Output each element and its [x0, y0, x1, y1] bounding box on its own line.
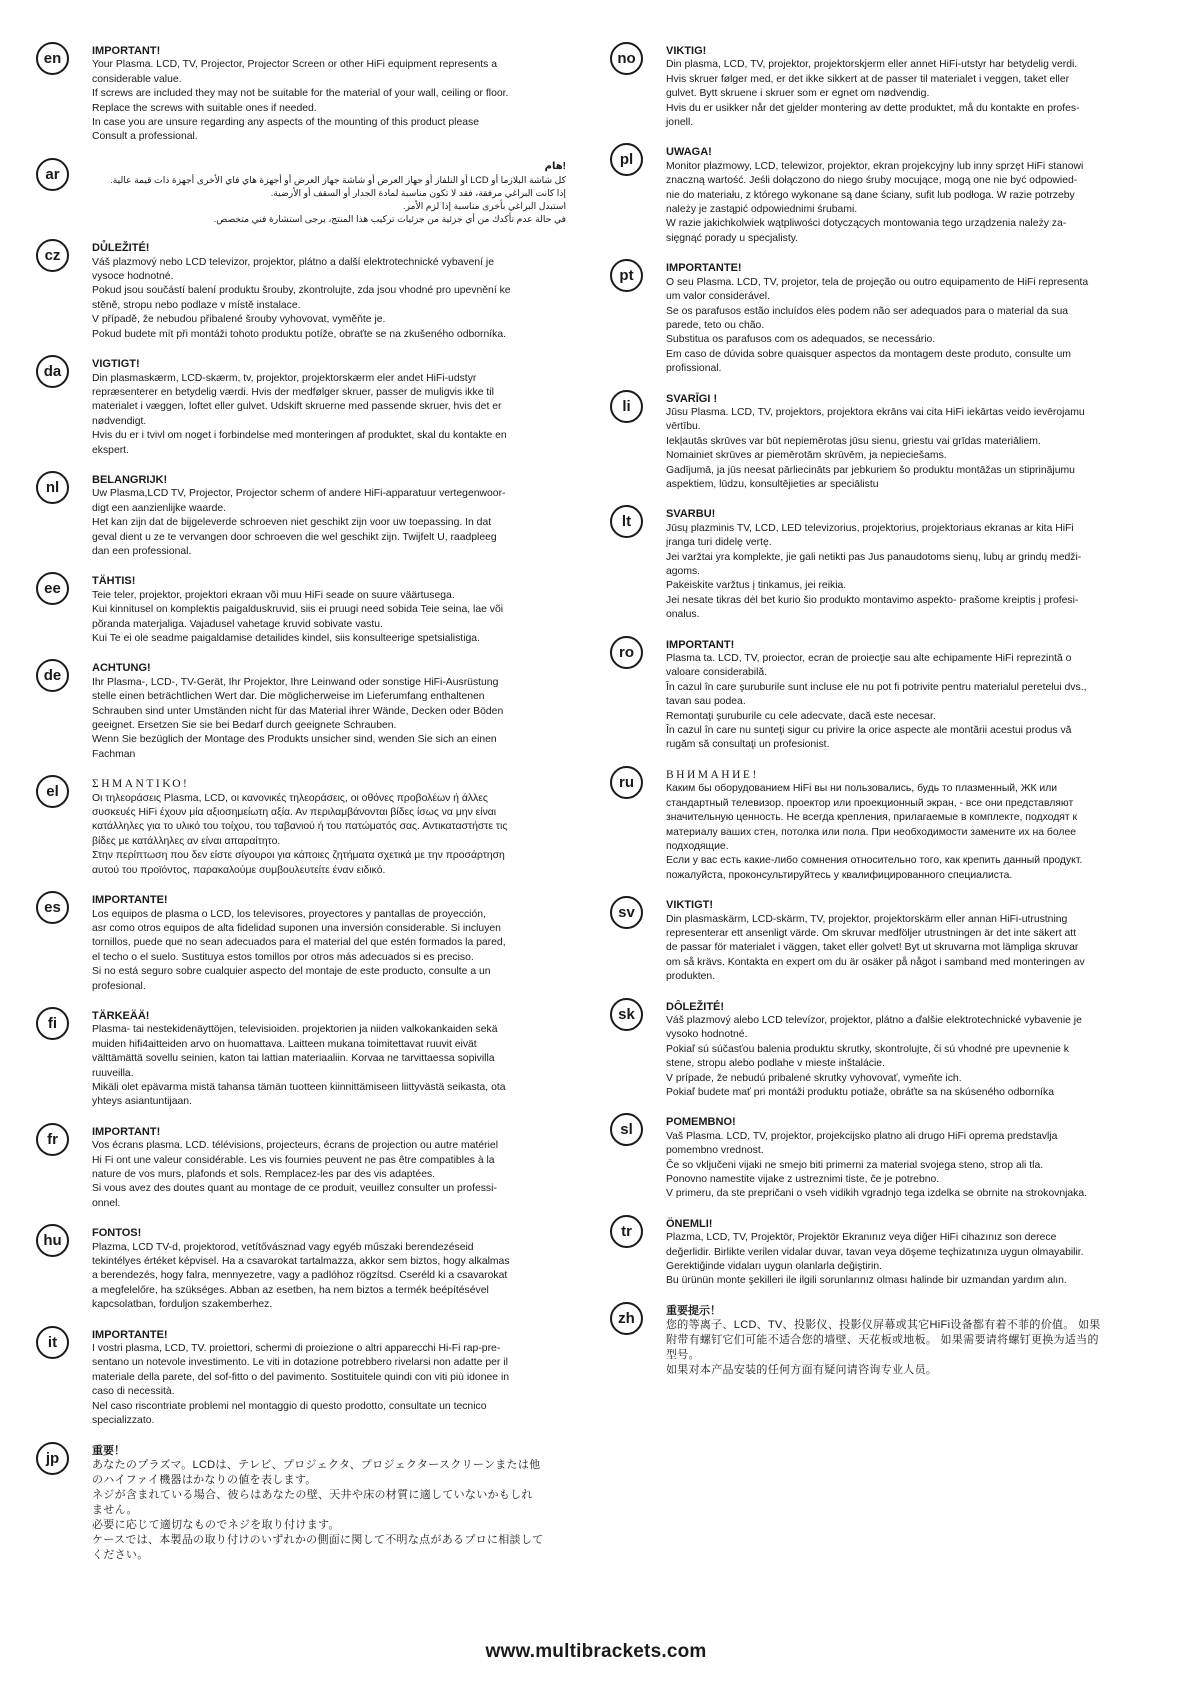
warning-section-ru — [610, 768, 1158, 883]
section-title: VIGTIGT! — [92, 358, 140, 371]
section-text-line: Ihr Plasma-, LCD-, TV-Gerät, Ihr Projektor, Ihre Leinwand oder sonstige HiFi-Ausrüstung — [92, 676, 499, 688]
section-text-line: Gadījumā, ja jūs neesat pārliecināts par jebkuriem šo produktu montāžas un stiprinājumu — [666, 464, 1075, 476]
section-title: ÖNEMLI! — [666, 1217, 713, 1230]
warning-section-hu — [36, 1226, 566, 1312]
warning-section-fr — [36, 1125, 566, 1211]
section-text-line: ください。 — [92, 1548, 149, 1561]
section-text-line: Kui Te ei ole seadme paigaldamise detailides kindel, siis konsulteerige spetsialistiga. — [92, 633, 480, 644]
warning-section-pl — [610, 145, 1158, 246]
language-badge-es: es — [36, 891, 69, 924]
section-text-line: tavan sau podea. — [666, 696, 746, 708]
warning-section-cz — [36, 241, 566, 342]
section-text-line: V případě, že nebudou přibalené šrouby vyhovovat, vyměňte je. — [92, 314, 386, 326]
section-text-line: Hi Fi ont une valeur considérable. Les vis fournies peuvent ne pas être compatibles à la — [92, 1154, 495, 1166]
section-text-line: Hvis du er i tvivl om noget i forbindelse med monteringen af produktet, skal du kontakte en — [92, 430, 507, 442]
language-badge-en: en — [36, 42, 69, 75]
section-text-line: vysoko hodnotné. — [666, 1029, 748, 1041]
section-text-line: Plasma ta. LCD, TV, proiector, ecran de proiecţie sau alte echipamente HiFi reprezintă o — [666, 653, 1072, 665]
footer-url[interactable]: www.multibrackets.com — [485, 1641, 707, 1662]
section-text-line: Kui kinnitusel on komplektis paigalduskruvid, siis ei pruugi need sobida Teie seina, lae või — [92, 604, 504, 616]
section-text-line: ekspert. — [92, 444, 129, 456]
section-text-line: materialet i væggen, loftet eller gulvet. Udskift skruerne med passende skruer, hvis det er — [92, 401, 502, 413]
warning-section-ee — [36, 574, 566, 646]
section-text-line: geeignet. Ersetzen Sie sie bei Bedarf durch geeignete Schrauben. — [92, 720, 397, 732]
section-text-line: kapcsolatban, forduljon szakemberhez. — [92, 1299, 273, 1311]
left-column — [36, 44, 566, 1578]
section-text-line: あなたのプラズマ。LCDは、テレビ、プロジェクタ、プロジェクタースクリーンまたは他 — [92, 1458, 541, 1471]
section-text-line: įranga turi didelę vertę. — [666, 537, 772, 549]
section-text-line: välttämättä sovellu seinien, katon tai lattian materiaaliin. Korvaa ne tarvittaessa sopivilla — [92, 1053, 495, 1065]
language-badge-sl: sl — [610, 1113, 643, 1146]
language-badge-ar: ar — [36, 158, 69, 191]
section-text-line: jonell. — [666, 117, 694, 129]
section-text-line: sięgnąć porady u specjalisty. — [666, 232, 799, 244]
section-text-line: Si no está seguro sobre cualquier aspecto del montaje de este producto, consulte a un — [92, 966, 491, 978]
section-text-line: Schrauben sind unter Umständen nicht für das Material ihrer Wände, Decken oder Böden — [92, 705, 504, 717]
section-text-line: συσκευές HiFi έχουν μία αξιοσημείωτη αξία. Αν περιλαμβάνονται βίδες ίσως να μην είναι — [92, 807, 497, 819]
section-text-line: Nel caso riscontriate problemi nel montaggio di questo prodotto, consultate un tecnico — [92, 1400, 487, 1412]
section-text-line: onnel. — [92, 1197, 121, 1209]
section-text-line: Pokud jsou součástí balení produktu šrouby, zkontrolujte, zda jsou vhodné pro upevnění ke — [92, 285, 511, 297]
section-text-line: في حالة عدم تأكدك من أي جزئية من جزئيات تركيب هذا المنتج، يرجى استشارة فني متخصص. — [213, 214, 566, 225]
section-title: POMEMBNO! — [666, 1116, 736, 1129]
section-title: ACHTUNG! — [92, 662, 151, 675]
warning-section-nl — [36, 473, 566, 559]
section-text-line: Pokiaľ sú súčasťou balenia produktu skrutky, skontrolujte, či sú vhodné pre upevnenie k — [666, 1043, 1069, 1055]
right-column — [610, 44, 1158, 1393]
section-text-line: de passar för materialet i väggen, taket eller golvet! Byt ut skruvarna mot lämpliga skruvar — [666, 942, 1079, 954]
section-text-line: Your Plasma. LCD, TV, Projector, Projector Screen or other HiFi equipment represents a — [92, 59, 498, 71]
section-text-line: stene, stropu alebo podlahe v mieste inštalácie. — [666, 1058, 885, 1070]
section-text-line: 型号。 — [666, 1349, 700, 1362]
section-text-line: gulvet. Bytt skruene i skruer som er egnet om nødvendig. — [666, 88, 930, 100]
section-text-line: değerlidir. Birlikte verilen vidalar duvar, tavan veya döşeme teçhizatınıza uygun olmayabilir. — [666, 1246, 1084, 1258]
section-text-line: pomembno vrednost. — [666, 1145, 764, 1157]
section-text-line: põranda materjaliga. Vajadusel vahetage kruvid sobivate vastu. — [92, 618, 383, 630]
section-text-line: repræsenterer en betydelig værdi. Hvis der medfølger skruer, passer de muligvis ikke til — [92, 386, 494, 398]
section-text-line: In case you are unsure regarding any aspects of the mounting of this product please — [92, 117, 480, 129]
section-text-line: Se os parafusos estão incluídos eles podem não ser adequados para o material da sua — [666, 305, 1069, 317]
language-badge-sk: sk — [610, 998, 643, 1031]
language-badge-ee: ee — [36, 572, 69, 605]
section-text-line: a megfelelőre, ha szükséges. Abban az esetben, ha nem biztos a termék beépítésével — [92, 1284, 489, 1296]
section-text-line: asr como otros equipos de alta fidelidad suponen una inversión considerable. Si incluyen — [92, 922, 501, 934]
section-text-line: tekintélyes értéket képvisel. Ha a csavarokat tartalmazza, akkor sem biztos, hogy alkalmas — [92, 1256, 510, 1268]
section-text-line: onalus. — [666, 609, 700, 621]
section-title: ΣΗΜΑΝΤΙΚΟ! — [92, 778, 190, 791]
section-text-line: znaczną wartość. Jeśli dołączono do niego śruby mocujące, mogą one nie być odpowied- — [666, 175, 1078, 187]
section-text-line: W razie jakichkolwiek wątpliwości dotyczących montowania tego urządzenia należy za- — [666, 218, 1067, 230]
language-badge-fi: fi — [36, 1007, 69, 1040]
section-text-line: κατάλληλες για το υλικό του τοίχου, του ταβανιού ή του πατώματός σας. Αντικαταστήστε τις — [92, 821, 508, 833]
language-badge-jp: jp — [36, 1442, 69, 1475]
section-text-line: Jei varžtai yra komplekte, jie gali netikti pas Jus panaudotoms sienų, lubų ar grindų medži- — [666, 551, 1082, 563]
section-text-line: материалу ваших стен, потолка или пола. При необходимости замените их на более — [666, 826, 1077, 838]
section-text-line: digt een aanzienlijke waarde. — [92, 502, 227, 514]
section-text-line: representerar ett ansenligt värde. Om skruvar medföljer utrustningen är det inte säkert att — [666, 927, 1077, 939]
section-title: FONTOS! — [92, 1227, 142, 1240]
section-text-line: Em caso de dúvida sobre quaisquer aspectos da montagem deste produto, consulte um — [666, 348, 1071, 360]
section-text-line: Monitor plazmowy, LCD, telewizor, projektor, ekran projekcyjny lub inny sprzęt HiFi stanowi — [666, 160, 1084, 172]
warning-section-fi — [36, 1009, 566, 1110]
section-text-line: Consult a professional. — [92, 131, 198, 143]
section-text-line: I vostri plasma, LCD, TV. proiettori, schermi di proiezione o altri apparecchi Hi-Fi rap-pre- — [92, 1343, 501, 1355]
section-title: TÄHTIS! — [92, 575, 136, 588]
warning-section-sv — [610, 898, 1158, 984]
section-text-line: Substitua os parafusos com os adequados, se necessário. — [666, 334, 936, 346]
section-title: SVARBU! — [666, 508, 716, 521]
section-text-line: profesional. — [92, 980, 146, 992]
section-text-line: Vos écrans plasma. LCD. télévisions, projecteurs, écrans de projection ou autre matériel — [92, 1140, 499, 1152]
section-text-line: aspektiem, lūdzu, konsultējieties ar speciālistu — [666, 478, 879, 490]
language-badge-it: it — [36, 1326, 69, 1359]
section-text-line: Če so vključeni vijaki ne smejo biti primerni za material svojega steno, strop ali tla. — [666, 1159, 1044, 1171]
section-text-line: Plasma- tai nestekidenäyttöjen, televisioiden. projektorien ja niiden valkokankaiden sekä — [92, 1024, 498, 1036]
section-title: !هام — [544, 160, 566, 172]
section-text-line: Wenn Sie bezüglich der Montage des Produkts unsicher sind, wenden Sie sich an einen — [92, 734, 497, 746]
section-text-line: пожалуйста, проконсультируйтесь у квалифицированного специалиста. — [666, 869, 1013, 881]
section-text-line: yhteys asiantuntijaan. — [92, 1096, 192, 1108]
section-text-line: Pokiaľ budete mať pri montáži produktu potiaže, obráťte sa na skúseného odborníka — [666, 1087, 1055, 1098]
language-badge-lt: lt — [610, 505, 643, 538]
section-text-line: 必要に応じて適切なものでネジを取り付けます。 — [92, 1518, 340, 1531]
section-text-line: Plazma, LCD TV-d, projektorod, vetítővásznad vagy egyéb műszaki berendezéseid — [92, 1241, 474, 1253]
section-text-line: należy je zastąpić odpowiednimi śrubami. — [666, 204, 858, 216]
warning-section-ar — [36, 160, 566, 226]
section-text-line: om så krävs. Kontakta en expert om du är osäker på något i samband med monteringen av — [666, 956, 1085, 968]
section-text-line: إذا كانت البراغي مرفقة، فقد لا تكون مناسبة لمادة الجدار أو السقف أو الأرضية. — [270, 188, 566, 199]
section-text-line: Iekļautās skrūves var būt nepiemērotas jūsu sienu, griestu vai grīdas materiāliem. — [666, 435, 1041, 447]
warning-section-de — [36, 661, 566, 762]
warning-section-sk — [610, 1000, 1158, 1101]
section-text-line: Ponovno namestite vijake z ustreznimi tiste, če je potrebno. — [666, 1174, 940, 1186]
warning-section-lt — [610, 507, 1158, 622]
section-text-line: um valor considerável. — [666, 291, 770, 303]
section-text-line: În cazul în care nu sunteţi sigur cu privire la orice aspecte ale montării acestui produs vă — [666, 725, 1072, 737]
warning-section-zh — [610, 1304, 1158, 1378]
warning-section-ro — [610, 638, 1158, 753]
section-text-line: valoare considerabilă. — [666, 667, 768, 679]
section-text-line: 您的等离子、LCD、TV、投影仪、投影仪屏幕或其它HiFi设备都有着不菲的价值。 如果 — [666, 1319, 1101, 1332]
section-title: 重要提示！ — [666, 1304, 721, 1317]
section-text-line: specializzato. — [92, 1415, 155, 1427]
section-text-line: Fachman — [92, 748, 136, 760]
section-text-line: Jūsu Plasma. LCD, TV, projektors, projektora ekrāns vai cita HiFi iekārtas veido ievērojamu — [666, 406, 1085, 418]
section-text-line: ruuveilla. — [92, 1067, 134, 1079]
section-text-line: Каким бы оборудованием HiFi вы ни пользовались, будь то плазменный, ЖК или — [666, 783, 1058, 795]
section-title: 重要！ — [92, 1444, 125, 1457]
section-text-line: ネジが含まれている場合、彼らはあなたの壁、天井や床の材質に適していないかもしれ — [92, 1488, 533, 1501]
section-text-line: În cazul în care şuruburile sunt incluse ele nu pot fi potrivite pentru materialul peretelui dvs., — [666, 681, 1087, 693]
section-text-line: Vaš Plasma. LCD, TV, projektor, projekcijsko platno ali drugo HiFi oprema predstavlja — [666, 1130, 1058, 1142]
section-text-line: Het kan zijn dat de bijgeleverde schroeven niet geschikt zijn voor uw toepassing. In dat — [92, 517, 492, 529]
language-badge-pl: pl — [610, 143, 643, 176]
language-badge-no: no — [610, 42, 643, 75]
language-badge-cz: cz — [36, 239, 69, 272]
section-text-line: Если у вас есть какие-либо сомнения относительно того, как крепить данный продукт. — [666, 855, 1083, 867]
warning-section-no — [610, 44, 1158, 130]
section-text-line: Váš plazmový nebo LCD televizor, projektor, plátno a další elektrotechnické vybavení je — [92, 256, 494, 268]
section-text-line: Remontaţi şuruburile cu cele adecvate, dacă este necesar. — [666, 710, 936, 722]
section-text-line: materiale della parete, del sof-fitto o del pavimento. Sostituitele quindi con viti più idonee in — [92, 1371, 510, 1383]
section-text-line: Teie teler, projektor, projektori ekraan või muu HiFi seade on suure väärtusega. — [92, 589, 455, 601]
section-text-line: Los equipos de plasma o LCD, los televisores, proyectores y pantallas de proyección, — [92, 908, 486, 920]
warning-section-da — [36, 357, 566, 458]
section-text-line: agoms. — [666, 566, 701, 577]
section-text-line: nie do materiału, z którego wykonane są dane ściany, sufit lub podłoga. W razie potrzeby — [666, 189, 1075, 201]
warning-section-tr — [610, 1217, 1158, 1289]
section-text-line: Bu ürünün monte şekilleri ile ilgili sorunlarınız olması halinde bir uzmandan yardım alın. — [666, 1275, 1067, 1287]
section-text-line: nødvendigt. — [92, 415, 147, 427]
section-text-line: muiden hifi4aitteiden arvo on huomattava. Laitteen mukana toimitettavat ruuvit eivät — [92, 1038, 477, 1050]
section-title: ВНИМАНИЕ! — [666, 768, 759, 781]
section-text-line: αυτού του προϊόντος, παρακαλούμε συμβουλευτείτε έναν ειδικό. — [92, 864, 386, 876]
language-badge-fr: fr — [36, 1123, 69, 1156]
section-text-line: caso di necessità. — [92, 1386, 175, 1398]
section-text-line: كل شاشة البلازما أو LCD أو التلفاز أو جهاز العرض أو شاشة جهاز العرض أو أجهزة هاي فاي الأخرى أجهزة ذات قيمة عالية. — [110, 175, 566, 186]
section-text-line: el techo o el suelo. Sustituya estos tomillos por otros más adecuados si es preciso. — [92, 951, 474, 963]
section-text-line: O seu Plasma. LCD, TV, projetor, tela de projeção ou outro equipamento de HiFi representa — [666, 276, 1089, 288]
language-badge-zh: zh — [610, 1302, 643, 1335]
section-text-line: Nomainiet skrūves ar piemērotām skrūvēm, ja nepieciešams. — [666, 450, 947, 462]
section-title: VIKTIG! — [666, 45, 707, 57]
section-title: DÔLEŽITÉ! — [666, 1000, 725, 1013]
section-text-line: stelle einen beträchtlichen Wert dar. Die möglicherweise im Lieferumfang enthaltenen — [92, 691, 485, 703]
section-text-line: استبدل البراغي بأخرى مناسبة إذا لزم الأمر. — [402, 201, 566, 212]
section-text-line: 如果对本产品安装的任何方面有疑问请咨询专业人员。 — [666, 1364, 938, 1377]
section-text-line: Uw Plasma,LCD TV, Projector, Projector scherm of andere HiFi-apparatuur vertegenwoor- — [92, 488, 506, 500]
section-title: SVARĪGI ! — [666, 392, 718, 405]
section-text-line: stěně, stropu nebo podlaze v místě instalace. — [92, 299, 301, 311]
language-badge-li: li — [610, 390, 643, 423]
section-text-line: If screws are included they may not be suitable for the material of your wall, ceiling or floor. — [92, 88, 509, 100]
section-text-line: Mikäli olet epävarma mistä tahansa tämän tuotteen kiinnittämiseen liittyvästä seikasta, ota — [92, 1081, 506, 1093]
section-text-line: Din plasmaskärm, LCD-skärm, TV, projektor, projektorskärm eller annan HiFi-utrustning — [666, 913, 1068, 925]
warning-section-li — [610, 392, 1158, 493]
section-title: UWAGA! — [666, 146, 712, 159]
language-badge-ru: ru — [610, 766, 643, 799]
section-text-line: ません。 — [92, 1503, 138, 1516]
language-badge-el: el — [36, 775, 69, 808]
section-text-line: parede, teto ou chão. — [666, 319, 765, 331]
language-badge-ro: ro — [610, 636, 643, 669]
section-title: IMPORTANT! — [666, 638, 735, 651]
section-text-line: considerable value. — [92, 73, 182, 85]
section-text-line: vysoce hodnotné. — [92, 271, 174, 283]
section-text-line: Hvis skruer følger med, er det ikke sikkert at de passer til materialet i veggen, taket eller — [666, 73, 1070, 85]
section-text-line: Replace the screws with suitable ones if needed. — [92, 102, 317, 114]
section-text-line: V prípade, že nebudú pribalené skrutky vyhovovať, vymeňte ich. — [666, 1072, 962, 1084]
section-text-line: のハイファイ機器はかなりの値を表します。 — [92, 1473, 317, 1486]
section-text-line: a berendezés, hogy falra, mennyezetre, vagy a padlóhoz rögzítsd. Cseréld ki a csavarokat — [92, 1270, 508, 1282]
section-text-line: 附带有螺钉它们可能不适合您的墙壁、天花板或地板。 如果需要请将螺钉更换为适当的 — [666, 1334, 1099, 1347]
section-text-line: подходящие. — [666, 840, 729, 852]
language-badge-da: da — [36, 355, 69, 388]
section-title: BELANGRIJK! — [92, 473, 168, 486]
section-title: IMPORTANTE! — [666, 262, 742, 275]
language-badge-pt: pt — [610, 259, 643, 292]
section-text-line: geval dient u ze te vervangen door schroeven die wel geschikt zijn. Twijfelt U, raadpleeg — [92, 531, 497, 543]
language-badge-nl: nl — [36, 471, 69, 504]
section-title: IMPORTANTE! — [92, 894, 168, 907]
section-text-line: V primeru, da ste prepričani o vseh vidikih vgradnjo tega izdelka se obrnite na strokovnjaka. — [666, 1188, 1088, 1200]
warning-section-el — [36, 777, 566, 878]
section-title: DŮLEŽITÉ! — [92, 242, 150, 255]
section-text-line: Jei nesate tikras dėl bet kurio šio produkto montavimo aspekto- prašome kreiptis į profesi- — [666, 594, 1079, 606]
section-text-line: vērtību. — [666, 421, 701, 433]
section-text-line: ケースでは、本製品の取り付けのいずれかの側面に関して不明な点があるプロに相談して — [92, 1533, 544, 1546]
warning-section-en — [36, 44, 566, 145]
section-text-line: produkten. — [666, 971, 716, 983]
section-text-line: Si vous avez des doutes quant au montage de ce produit, veuillez consulter un professi- — [92, 1183, 497, 1195]
section-title: VIKTIGT! — [666, 899, 714, 912]
section-text-line: tornillos, puede que no sean adecuados para el material del que estén formados la pared, — [92, 937, 506, 949]
section-text-line: стандартный телевизор. проектор или проекционный экран, - все они представляют — [666, 797, 1074, 809]
section-text-line: Οι τηλεοράσεις Plasma, LCD, οι κανονικές τηλεοράσεις, οι οθόνες προβολέων ή άλλες — [92, 792, 488, 804]
warning-section-sl — [610, 1115, 1158, 1201]
section-text-line: Din plasmaskærm, LCD-skærm, tv, projektor, projektorskærm eler andet HiFi-udstyr — [92, 372, 477, 384]
section-text-line: Jūsų plazminis TV, LCD, LED televizorius, projektorius, projektoriaus ekranas ar kita HiFi — [666, 522, 1074, 534]
section-text-line: dan een professional. — [92, 545, 192, 557]
section-text-line: Στην περίπτωση που δεν είστε σίγουροι για κάποιες ζητήματα σχετικά με την προσάρτηση — [92, 850, 505, 862]
section-text-line: nature de vos murs, plafonds et sols. Remplacez-les par des vis adaptées. — [92, 1169, 436, 1180]
section-text-line: Gerektiğinde vidaları uygun olanlarla değiştirin. — [666, 1261, 883, 1273]
section-title: TÄRKEÄÄ! — [92, 1009, 150, 1022]
section-text-line: Pakeiskite varžtus į tinkamus, jei reikia. — [666, 580, 847, 592]
language-badge-tr: tr — [610, 1215, 643, 1248]
section-title: IMPORTANT! — [92, 45, 161, 57]
language-badge-hu: hu — [36, 1224, 69, 1257]
section-text-line: Váš plazmový alebo LCD televízor, projektor, plátno a ďalšie elektrotechnické vybavenie je — [666, 1014, 1082, 1026]
section-text-line: βίδες με κατάλληλες αν είναι απαραίτητο. — [92, 835, 281, 847]
warning-section-it — [36, 1328, 566, 1429]
warning-section-jp — [36, 1444, 566, 1563]
section-text-line: Pokud budete mít při montáži tohoto produktu potíže, obraťte se na zkušeného odborníka. — [92, 328, 507, 340]
warning-section-pt — [610, 261, 1158, 376]
section-text-line: Din plasma, LCD, TV, projektor, projektorskjerm eller annet HiFi-utstyr har betydelig verdi. — [666, 59, 1078, 71]
language-badge-de: de — [36, 659, 69, 692]
section-text-line: значительную ценность. Не всегда крепления, прилагаемые в комплекте, подходят к — [666, 812, 1078, 824]
section-text-line: Plazma, LCD, TV, Projektör, Projektör Ekranınız veya diğer HiFi cihazınız son derece — [666, 1232, 1057, 1244]
section-text-line: Hvis du er usikker når det gjelder montering av dette produktet, må du kontakte en profes- — [666, 102, 1080, 114]
section-title: IMPORTANT! — [92, 1125, 161, 1138]
language-badge-sv: sv — [610, 896, 643, 929]
section-text-line: sentano un notevole investimento. Le viti in dotazione potrebbero rivelarsi non adatte per il — [92, 1357, 508, 1369]
warning-section-es — [36, 893, 566, 994]
section-text-line: profissional. — [666, 363, 722, 375]
section-title: IMPORTANTE! — [92, 1328, 168, 1341]
section-text-line: rugăm să consultaţi un profesionist. — [666, 739, 830, 751]
